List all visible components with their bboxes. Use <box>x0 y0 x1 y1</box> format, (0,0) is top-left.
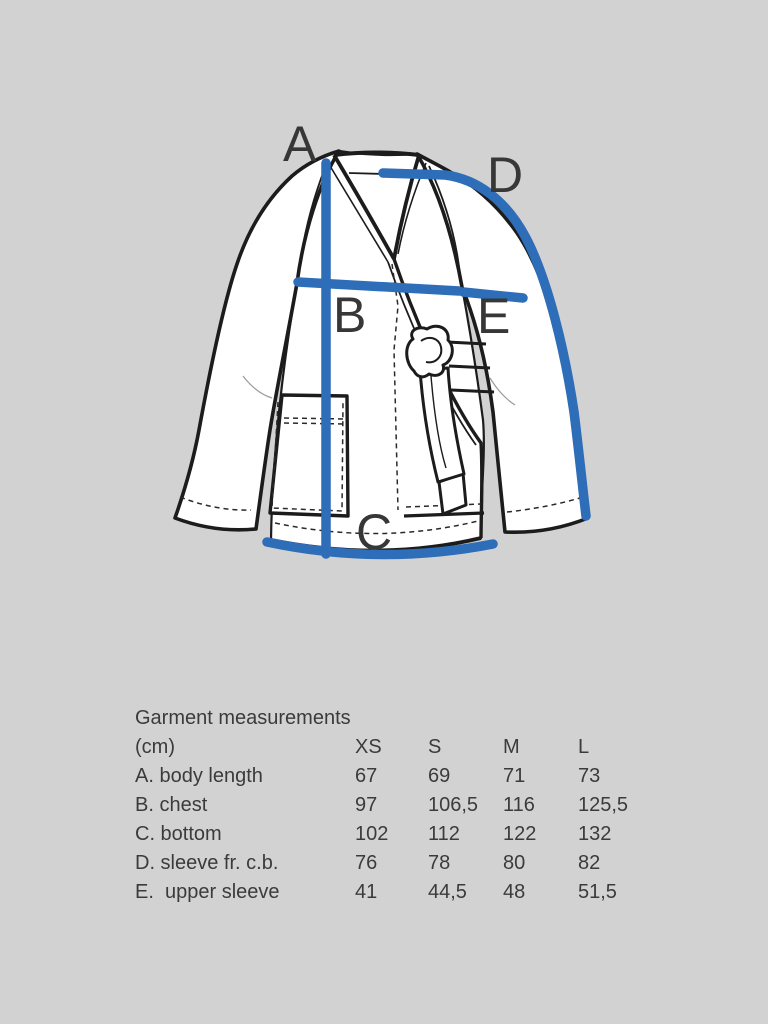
col-header-s: S <box>428 736 442 758</box>
table-cell: 71 <box>503 765 526 787</box>
table-cell: 67 <box>355 765 378 787</box>
measure-label-c: C <box>356 504 393 560</box>
table-cell: 41 <box>355 881 378 903</box>
unit-label: (cm) <box>135 736 175 758</box>
left-pocket-outline <box>270 395 348 516</box>
row-label: A. body length <box>135 765 263 787</box>
measure-label-d: D <box>487 147 524 203</box>
row-label: C. bottom <box>135 823 222 845</box>
table-cell: 44,5 <box>428 881 467 903</box>
table-cell: 122 <box>503 823 537 845</box>
table-cell: 125,5 <box>578 794 629 816</box>
table-cell: 82 <box>578 852 601 874</box>
table-grid <box>135 733 673 907</box>
measure-label-e: E <box>477 288 511 344</box>
col-header-xs: XS <box>355 736 382 758</box>
table-cell: 102 <box>355 823 389 845</box>
table-cell: 116 <box>503 794 535 816</box>
row-label: E. upper sleeve <box>135 881 280 903</box>
table-cell: 112 <box>428 823 460 845</box>
table-cell: 78 <box>428 852 451 874</box>
belt-band-3 <box>451 390 494 392</box>
table-cell: 69 <box>428 765 451 787</box>
table-cell: 48 <box>503 881 526 903</box>
row-label: D. sleeve fr. c.b. <box>135 852 279 874</box>
measure-label-b: B <box>333 287 367 343</box>
measure-label-a: A <box>283 116 317 172</box>
table-cell: 80 <box>503 852 526 874</box>
table-cell: 132 <box>578 823 612 845</box>
table-cell: 51,5 <box>578 881 617 903</box>
table-cell: 97 <box>355 794 378 816</box>
belt-band-2 <box>449 366 490 368</box>
table-title: Garment measurements <box>135 707 351 729</box>
col-header-l: L <box>578 736 590 758</box>
table-cell: 73 <box>578 765 601 787</box>
row-label: B. chest <box>135 794 208 816</box>
table-cell: 76 <box>355 852 378 874</box>
col-header-m: M <box>503 736 520 758</box>
measurement-table <box>135 704 673 907</box>
table-cell: 106,5 <box>428 794 479 816</box>
